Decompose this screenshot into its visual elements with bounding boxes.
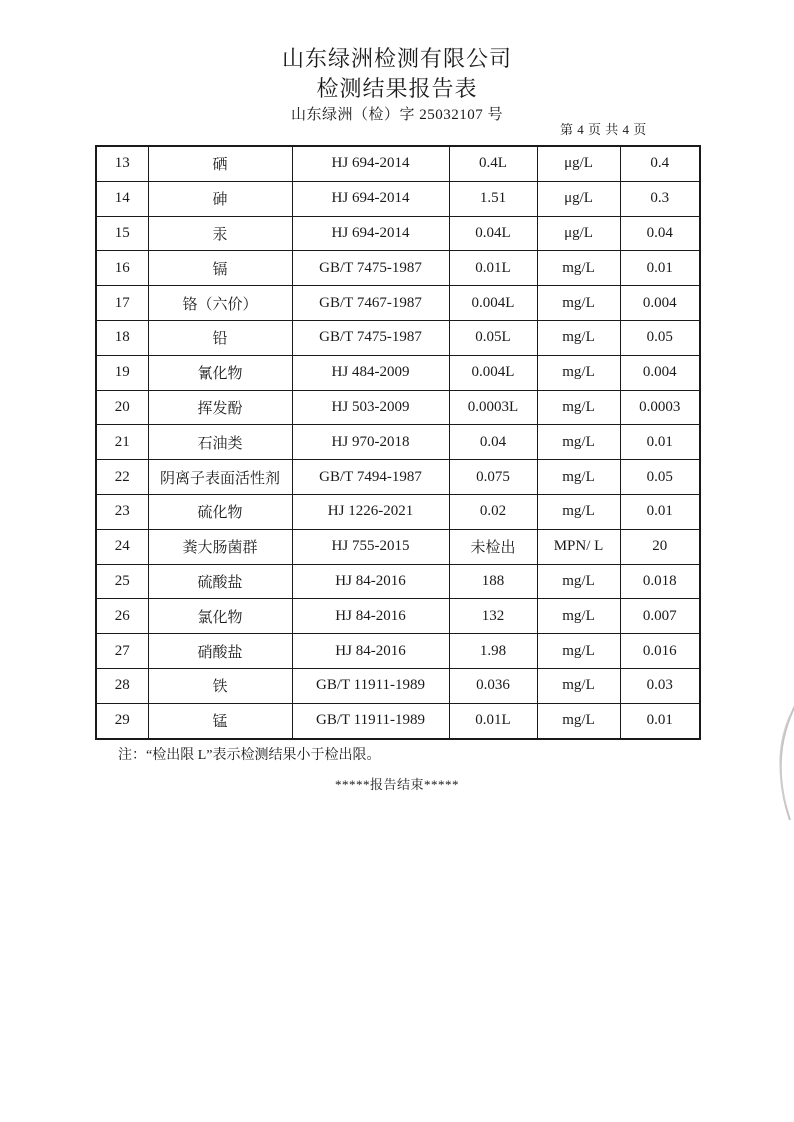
test-method-cell: HJ 484-2009 [292,355,449,390]
test-result-cell: 1.98 [449,634,537,669]
test-item-cell: 硫化物 [148,494,292,529]
table-row [96,320,700,355]
detection-limit-cell: 0.03 [620,668,700,703]
report-number: 山东绿洲（检）字 25032107 号 [290,107,503,123]
test-item-cell: 阴离子表面活性剂 [148,460,292,495]
results-table [95,145,701,740]
table-row [96,355,700,390]
table-row [96,216,700,251]
test-result-cell: 0.05L [449,320,537,355]
test-method-cell: GB/T 11911-1989 [292,668,449,703]
test-method-cell: HJ 694-2014 [292,146,449,181]
row-number-cell: 23 [96,494,148,529]
table-row [96,599,700,634]
test-result-cell: 0.01L [449,703,537,738]
row-number-cell: 19 [96,355,148,390]
test-item-cell: 硒 [148,146,292,181]
unit-cell: MPN/ L [537,529,620,564]
table-row [96,460,700,495]
report-end-mark: *****报告结束***** [334,777,459,792]
row-number-cell: 17 [96,286,148,321]
table-row [96,668,700,703]
detection-limit-cell: 0.01 [620,494,700,529]
test-method-cell: HJ 970-2018 [292,425,449,460]
test-result-cell: 0.04L [449,216,537,251]
test-item-cell: 氯化物 [148,599,292,634]
unit-cell: μg/L [537,216,620,251]
test-result-cell: 0.075 [449,460,537,495]
unit-cell: mg/L [537,703,620,738]
unit-cell: mg/L [537,251,620,286]
test-method-cell: HJ 1226-2021 [292,494,449,529]
test-item-cell: 硫酸盐 [148,564,292,599]
detection-limit-cell: 0.05 [620,460,700,495]
row-number-cell: 20 [96,390,148,425]
results-table-body [96,146,700,739]
test-item-cell: 挥发酚 [148,390,292,425]
unit-cell: mg/L [537,286,620,321]
page-indicator: 第 4 页 共 4 页 [560,122,647,137]
table-row [96,703,700,738]
unit-cell: mg/L [537,460,620,495]
test-result-cell: 0.4L [449,146,537,181]
test-method-cell: GB/T 7475-1987 [292,320,449,355]
test-item-cell: 铬（六价） [148,286,292,321]
test-result-cell: 未检出 [449,529,537,564]
test-method-cell: GB/T 11911-1989 [292,703,449,738]
unit-cell: mg/L [537,564,620,599]
unit-cell: mg/L [537,599,620,634]
row-number-cell: 15 [96,216,148,251]
footnote: 注：“检出限 L”表示检测结果小于检出限。 [118,748,381,763]
test-method-cell: HJ 694-2014 [292,216,449,251]
row-number-cell: 18 [96,320,148,355]
test-result-cell: 1.51 [449,181,537,216]
table-row [96,181,700,216]
table-row [96,564,700,599]
row-number-cell: 28 [96,668,148,703]
detection-limit-cell: 0.05 [620,320,700,355]
detection-limit-cell: 0.018 [620,564,700,599]
test-result-cell: 0.036 [449,668,537,703]
test-result-cell: 0.01L [449,251,537,286]
test-method-cell: GB/T 7467-1987 [292,286,449,321]
unit-cell: mg/L [537,320,620,355]
row-number-cell: 29 [96,703,148,738]
table-row [96,425,700,460]
test-item-cell: 汞 [148,216,292,251]
table-row [96,494,700,529]
table-row [96,286,700,321]
test-item-cell: 铁 [148,668,292,703]
detection-limit-cell: 0.01 [620,251,700,286]
row-number-cell: 27 [96,634,148,669]
test-item-cell: 氰化物 [148,355,292,390]
unit-cell: mg/L [537,634,620,669]
test-item-cell: 铅 [148,320,292,355]
test-result-cell: 132 [449,599,537,634]
test-item-cell: 锰 [148,703,292,738]
detection-limit-cell: 0.04 [620,216,700,251]
detection-limit-cell: 0.004 [620,355,700,390]
test-method-cell: HJ 84-2016 [292,634,449,669]
company-name: 山东绿洲检测有限公司 [281,46,512,71]
test-result-cell: 0.0003L [449,390,537,425]
unit-cell: mg/L [537,668,620,703]
test-result-cell: 0.04 [449,425,537,460]
detection-limit-cell: 0.3 [620,181,700,216]
test-method-cell: HJ 755-2015 [292,529,449,564]
detection-limit-cell: 0.4 [620,146,700,181]
row-number-cell: 22 [96,460,148,495]
test-result-cell: 0.004L [449,286,537,321]
unit-cell: mg/L [537,390,620,425]
test-item-cell: 粪大肠菌群 [148,529,292,564]
test-method-cell: GB/T 7475-1987 [292,251,449,286]
unit-cell: mg/L [537,494,620,529]
detection-limit-cell: 0.007 [620,599,700,634]
unit-cell: μg/L [537,181,620,216]
detection-limit-cell: 0.0003 [620,390,700,425]
test-method-cell: GB/T 7494-1987 [292,460,449,495]
test-method-cell: HJ 84-2016 [292,599,449,634]
detection-limit-cell: 0.01 [620,425,700,460]
test-item-cell: 石油类 [148,425,292,460]
detection-limit-cell: 0.016 [620,634,700,669]
test-item-cell: 硝酸盐 [148,634,292,669]
detection-limit-cell: 0.004 [620,286,700,321]
test-result-cell: 0.004L [449,355,537,390]
report-title: 检测结果报告表 [316,76,478,101]
row-number-cell: 26 [96,599,148,634]
row-number-cell: 24 [96,529,148,564]
test-item-cell: 砷 [148,181,292,216]
test-result-cell: 188 [449,564,537,599]
seal-arc [760,695,794,825]
table-row [96,634,700,669]
test-method-cell: HJ 694-2014 [292,181,449,216]
table-row [96,251,700,286]
test-method-cell: HJ 84-2016 [292,564,449,599]
unit-cell: mg/L [537,425,620,460]
detection-limit-cell: 0.01 [620,703,700,738]
row-number-cell: 13 [96,146,148,181]
row-number-cell: 14 [96,181,148,216]
unit-cell: μg/L [537,146,620,181]
row-number-cell: 21 [96,425,148,460]
table-row [96,390,700,425]
unit-cell: mg/L [537,355,620,390]
detection-limit-cell: 20 [620,529,700,564]
row-number-cell: 16 [96,251,148,286]
table-row [96,529,700,564]
table-row [96,146,700,181]
test-result-cell: 0.02 [449,494,537,529]
row-number-cell: 25 [96,564,148,599]
seal-fragment [760,695,794,825]
test-method-cell: HJ 503-2009 [292,390,449,425]
test-item-cell: 镉 [148,251,292,286]
